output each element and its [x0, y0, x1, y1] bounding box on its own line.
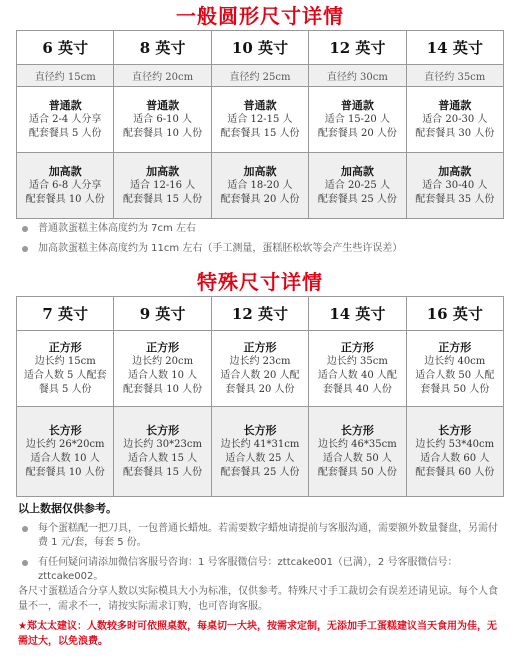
footer-bullet-item — [18, 522, 504, 550]
cell-edge: 边长约 46*35cm — [318, 438, 397, 450]
footer-bullet-text: 每个蛋糕配一把刀具，一包普通长蜡烛。若需要数字蜡烛请提前与客服沟通，需要额外数量餐盘，另需付费 1 元/套，每套 5 份。 — [38, 523, 498, 548]
special-size-header: 14 英寸 — [309, 297, 406, 331]
cell-fit: 适合 12-15 人 — [227, 113, 293, 125]
special-size-header: 16 英寸 — [406, 297, 503, 331]
round-note-item — [18, 242, 504, 256]
bullet-dot-icon — [22, 226, 28, 232]
round-diameter-cell: 直径约 35cm — [406, 65, 503, 87]
cell-fit: 适合人数 5 人配套 — [23, 369, 107, 381]
round-size-table — [16, 30, 504, 219]
round-tall-cell — [211, 153, 308, 219]
cell-label: 普通款 — [340, 98, 374, 112]
cell-fit: 适合人数 50 人配 — [415, 369, 495, 381]
serving-note: 各尺寸蛋糕适合分享人数以实际模具大小为标准，仅供参考。特殊尺寸手工裁切会有误差还请见谅。每个人食量不一，需求不一，请按实际需求订购，也可咨询客服。 — [18, 586, 498, 612]
cell-label: 长方形 — [243, 423, 277, 437]
round-tall-cell — [17, 153, 114, 219]
cell-tools: 配套餐具 10 人份 — [123, 383, 203, 395]
cell-label: 加高款 — [146, 164, 180, 178]
cell-tools: 配套餐具 30 人份 — [415, 127, 495, 139]
bullet-dot-icon — [22, 560, 28, 566]
owner-suggestion: ★郑太太建议：人数较多时可依照桌数，每桌切一大块，按需求定制，无添加手工蛋糕建议当天食用为佳，无需过大，以免浪费。 — [18, 621, 497, 647]
cell-edge: 边长约 35cm — [326, 355, 388, 367]
round-tall-cell — [309, 153, 406, 219]
cell-fit: 适合人数 15 人 — [128, 452, 198, 464]
cell-label: 加高款 — [243, 164, 277, 178]
cell-fit: 适合 6-8 人分享 — [28, 179, 102, 191]
round-normal-cell — [17, 87, 114, 153]
cell-fit: 适合人数 10 人 — [30, 452, 100, 464]
round-size-header: 14 英寸 — [406, 31, 503, 65]
round-tall-cell — [406, 153, 503, 219]
round-notes — [18, 222, 504, 262]
special-square-cell — [114, 331, 211, 407]
cell-fit: 适合 18-20 人 — [227, 179, 293, 191]
cell-fit: 适合人数 10 人 — [128, 369, 198, 381]
cell-fit: 适合人数 50 人 — [322, 452, 392, 464]
cell-tools: 配套餐具 25 人份 — [220, 466, 300, 478]
cell-tools: 配套餐具 15 人份 — [123, 466, 203, 478]
cell-fit: 适合人数 60 人 — [420, 452, 490, 464]
special-rect-cell — [17, 407, 114, 497]
reference-note: 以上数据仅供参考。 — [18, 502, 117, 515]
special-square-cell — [406, 331, 503, 407]
cell-fit: 适合 2-4 人分享 — [28, 113, 102, 125]
cell-label: 长方形 — [48, 423, 82, 437]
cell-fit: 适合 12-16 人 — [129, 179, 196, 191]
special-rect-cell — [309, 407, 406, 497]
cell-edge: 边长约 53*40cm — [415, 438, 495, 450]
cell-label: 长方形 — [340, 423, 374, 437]
cell-tools: 配套餐具 20 人份 — [317, 127, 397, 139]
cell-label: 加高款 — [48, 164, 82, 178]
cell-edge: 边长约 41*31cm — [220, 438, 300, 450]
special-size-header: 7 英寸 — [17, 297, 114, 331]
special-square-cell — [211, 331, 308, 407]
cell-label: 普通款 — [243, 98, 277, 112]
cell-fit: 适合 6-10 人 — [133, 113, 192, 125]
round-diameter-cell: 直径约 20cm — [114, 65, 211, 87]
special-square-cell — [17, 331, 114, 407]
cell-label: 加高款 — [340, 164, 374, 178]
cell-tools: 套餐具 40 人份 — [322, 383, 392, 395]
cell-edge: 边长约 20cm — [132, 355, 194, 367]
round-note-item — [18, 222, 504, 236]
round-diameter-row — [17, 65, 504, 87]
cell-edge: 边长约 26*20cm — [25, 438, 105, 450]
special-size-title: 特殊尺寸详情 — [197, 270, 323, 294]
special-size-header-row — [17, 297, 504, 331]
cell-label: 正方形 — [340, 340, 374, 354]
cell-tools: 配套餐具 60 人份 — [415, 466, 495, 478]
cell-tools: 配套餐具 10 人份 — [123, 127, 203, 139]
cell-tools: 配套餐具 15 人份 — [123, 193, 203, 205]
cell-label: 长方形 — [438, 423, 472, 437]
cell-fit: 适合人数 20 人配 — [220, 369, 300, 381]
cell-fit: 适合 30-40 人 — [422, 179, 488, 191]
round-diameter-cell: 直径约 15cm — [17, 65, 114, 87]
cell-edge: 边长约 23cm — [229, 355, 291, 367]
cell-tools: 配套餐具 10 人份 — [25, 193, 105, 205]
round-diameter-cell: 直径约 25cm — [211, 65, 308, 87]
round-normal-row — [17, 87, 504, 153]
cell-tools: 配套餐具 35 人份 — [415, 193, 495, 205]
cell-label: 正方形 — [146, 340, 180, 354]
cell-tools: 配套餐具 10 人份 — [25, 466, 105, 478]
cell-tools: 套餐具 50 人份 — [420, 383, 490, 395]
cell-tools: 配套餐具 15 人份 — [220, 127, 300, 139]
bullet-dot-icon — [22, 526, 28, 532]
cell-label: 正方形 — [243, 340, 277, 354]
round-size-header: 12 英寸 — [309, 31, 406, 65]
special-rect-cell — [406, 407, 503, 497]
special-rect-cell — [211, 407, 308, 497]
round-normal-cell — [114, 87, 211, 153]
round-note-text: 加高款蛋糕主体高度约为 11cm 左右（手工测量，蛋糕胚松软等会产生些许误差） — [38, 243, 403, 254]
bullet-dot-icon — [22, 246, 28, 252]
special-size-header: 12 英寸 — [211, 297, 308, 331]
round-size-header: 8 英寸 — [114, 31, 211, 65]
cell-edge: 边长约 40cm — [424, 355, 486, 367]
round-size-header-row — [17, 31, 504, 65]
round-diameter-cell: 直径约 30cm — [309, 65, 406, 87]
cell-tools: 配套餐具 5 人份 — [28, 127, 102, 139]
cell-label: 正方形 — [48, 340, 82, 354]
cell-fit: 适合 15-20 人 — [324, 113, 390, 125]
cell-label: 正方形 — [438, 340, 472, 354]
footer-notes — [18, 500, 504, 649]
special-rect-row — [17, 407, 504, 497]
special-rect-cell — [114, 407, 211, 497]
cell-tools: 套餐具 20 人份 — [225, 383, 295, 395]
special-size-table — [16, 296, 504, 497]
cell-fit: 适合 20-25 人 — [324, 179, 390, 191]
cell-label: 普通款 — [48, 98, 82, 112]
special-square-cell — [309, 331, 406, 407]
round-tall-cell — [114, 153, 211, 219]
footer-bullet-text: 有任何疑问请添加微信客服号咨询：1 号客服微信号：zttcake001（已满），2 号客服微信号：zttcake002。 — [38, 557, 458, 582]
cell-fit: 适合人数 40 人配 — [317, 369, 397, 381]
cell-tools: 配套餐具 20 人份 — [220, 193, 300, 205]
round-tall-row — [17, 153, 504, 219]
footer-bullet-item — [18, 556, 504, 584]
cell-tools: 餐具 5 人份 — [38, 383, 92, 395]
special-square-row — [17, 331, 504, 407]
round-normal-cell — [211, 87, 308, 153]
footer-bullets — [18, 522, 504, 584]
cell-edge: 边长约 30*23cm — [123, 438, 202, 450]
cell-fit: 适合 20-30 人 — [422, 113, 488, 125]
round-note-text: 普通款蛋糕主体高度约为 7cm 左右 — [38, 223, 196, 234]
round-size-header: 10 英寸 — [211, 31, 308, 65]
cell-fit: 适合人数 25 人 — [225, 452, 295, 464]
round-size-header: 6 英寸 — [17, 31, 114, 65]
special-size-header: 9 英寸 — [114, 297, 211, 331]
cell-label: 普通款 — [438, 98, 472, 112]
cell-edge: 边长约 15cm — [34, 355, 96, 367]
cell-label: 普通款 — [146, 98, 180, 112]
round-size-title: 一般圆形尺寸详情 — [176, 4, 344, 28]
cell-label: 长方形 — [146, 423, 180, 437]
round-normal-cell — [309, 87, 406, 153]
cell-tools: 配套餐具 25 人份 — [317, 193, 397, 205]
cell-tools: 配套餐具 50 人份 — [317, 466, 397, 478]
cell-label: 加高款 — [438, 164, 472, 178]
round-normal-cell — [406, 87, 503, 153]
